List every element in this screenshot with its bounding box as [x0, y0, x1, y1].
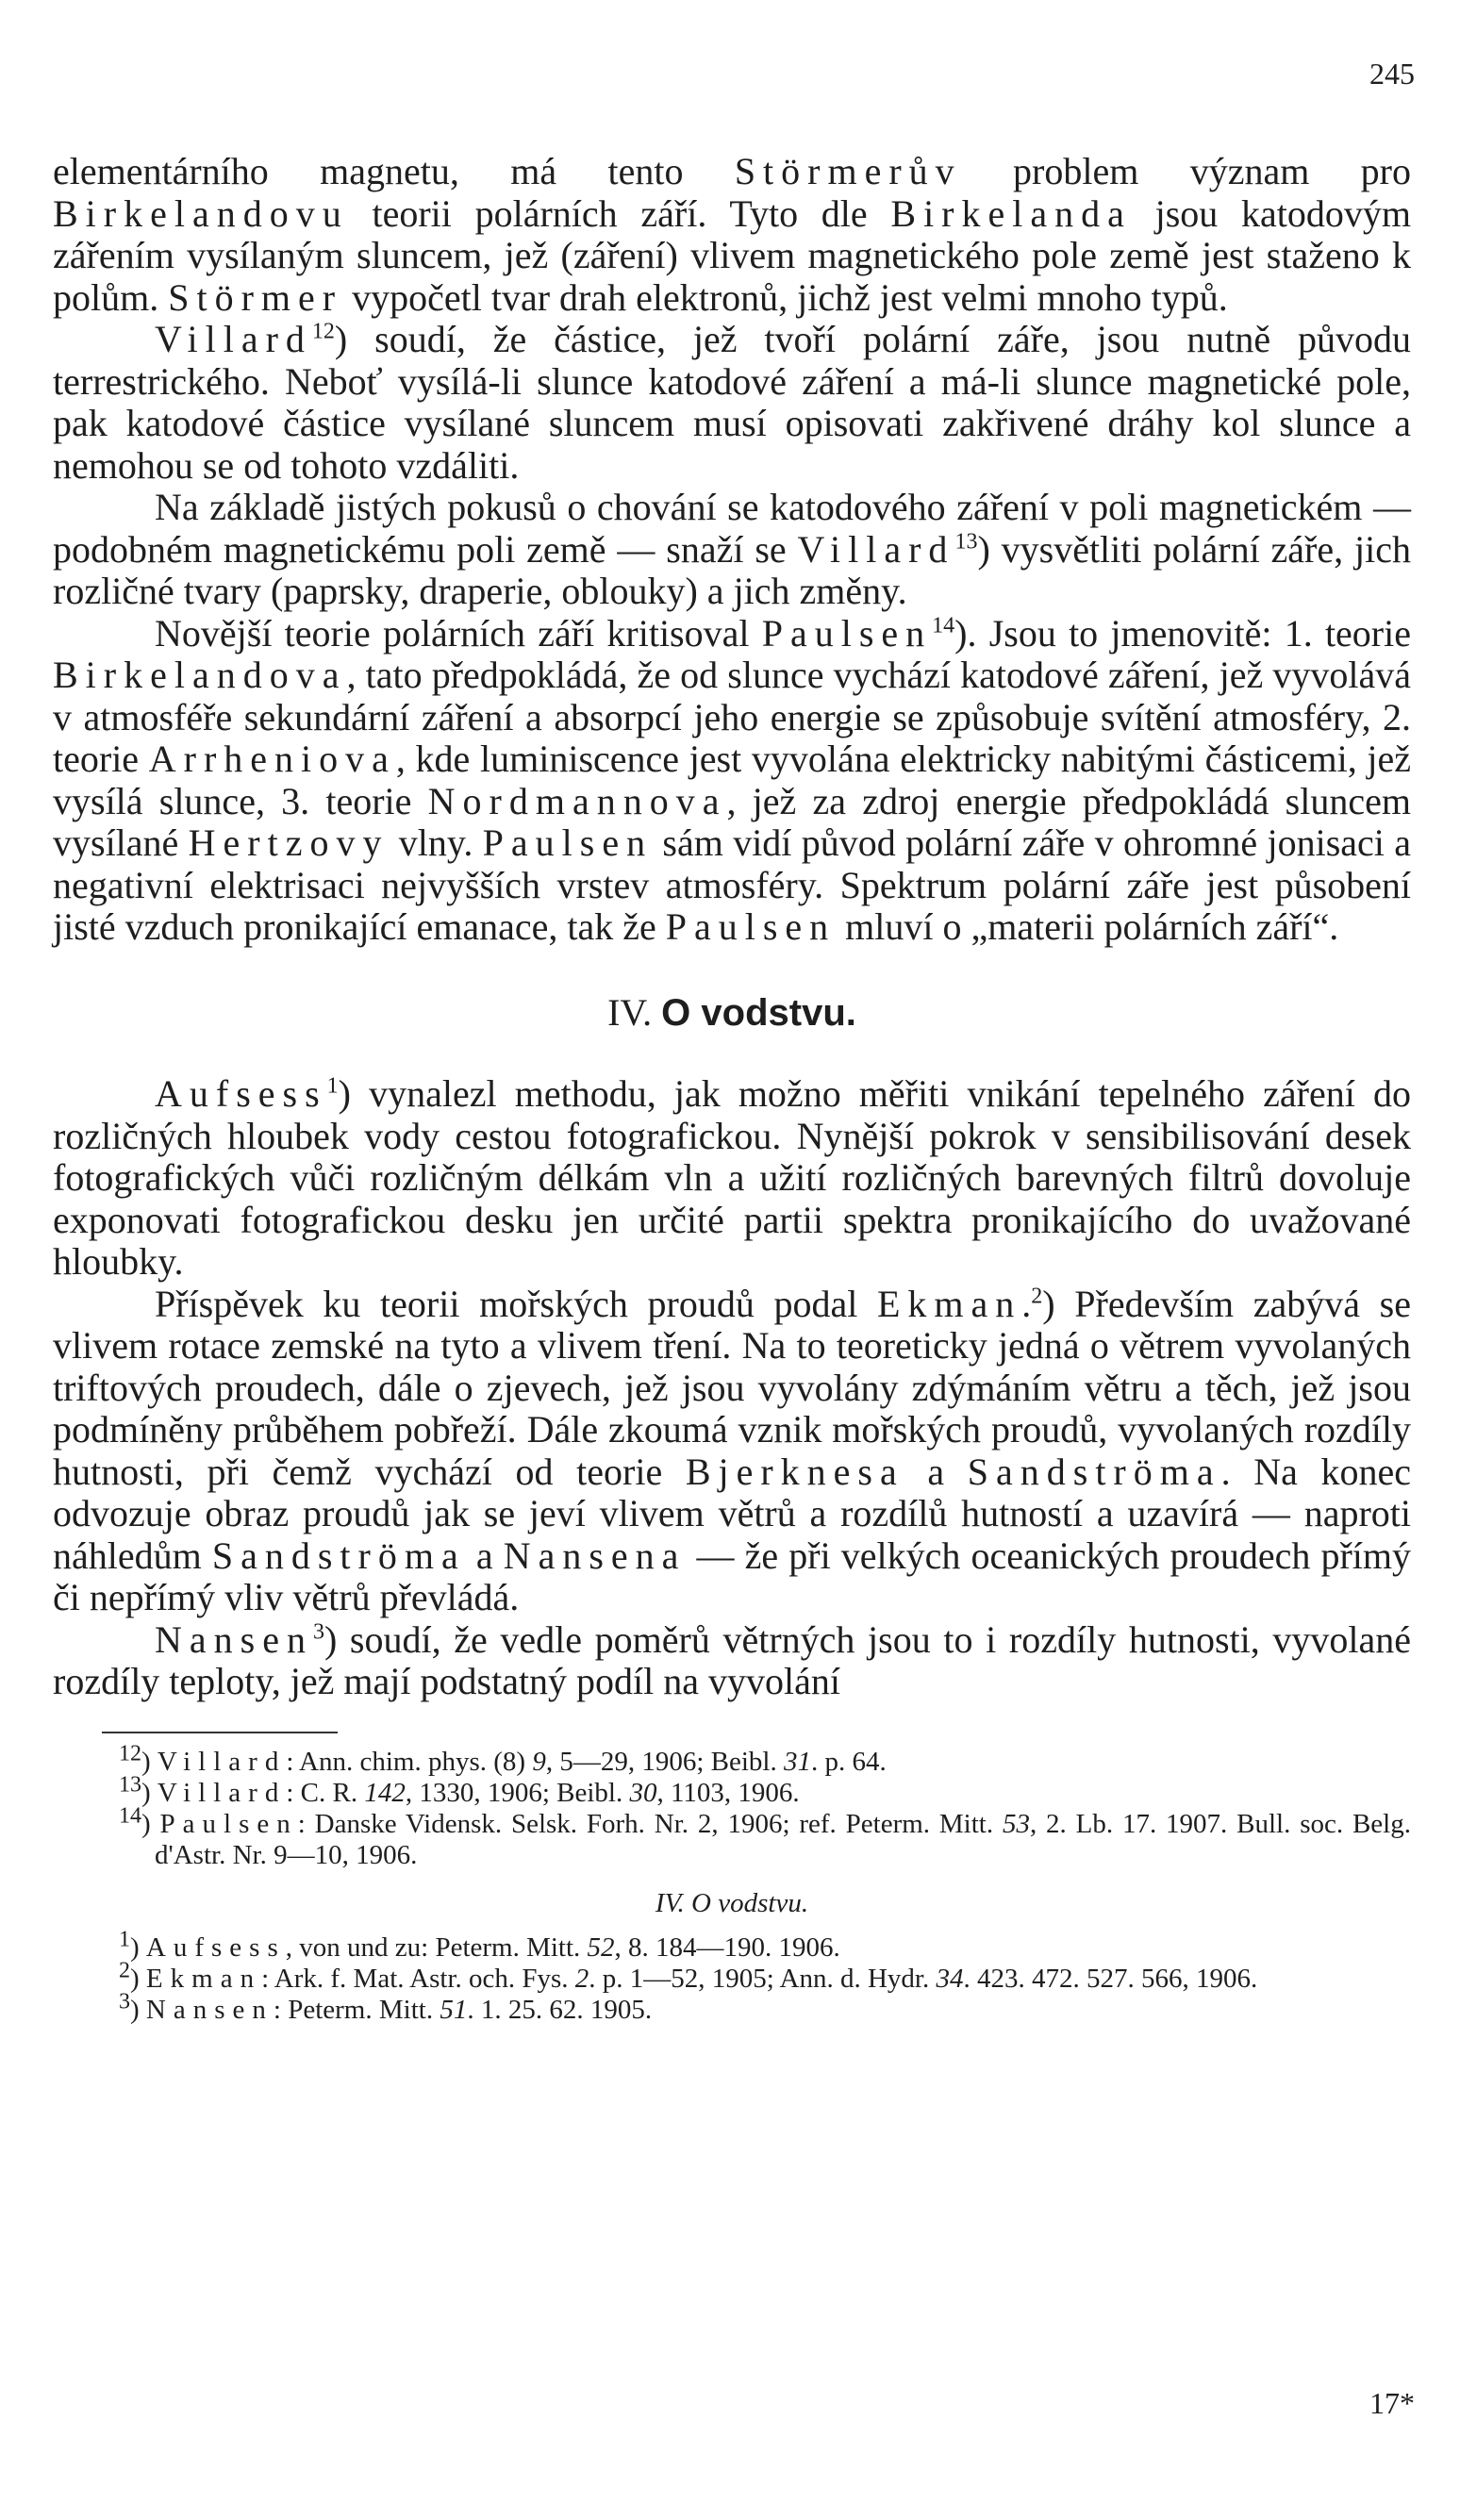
- paragraph: elementárního magnetu, má tento Störmerův problem význam pro Birkelandovu teorii polárních září. Tyto dle Birkelanda jsou katodovým zářením vysílaným sluncem, jež (záření) vlivem magnetického pole země jest staženo k polům. Störmer vypočetl tvar drah elektronů, jichž jest velmi mnoho typů.: [53, 150, 1412, 319]
- footnote-divider: [102, 1732, 338, 1733]
- paragraph: Na základě jistých pokusů o chování se katodového záření v poli magnetickém — podobném magnetickému poli země — snaží se Villard$^{13}$) vysvětliti polární záře, jich rozličné tvary (paprsky, draperie, oblouky) a jich změny.: [53, 486, 1411, 612]
- section-heading: IV. O vodstvu.: [607, 990, 856, 1034]
- page-number: 245: [1369, 57, 1415, 91]
- paragraph: Příspěvek ku teorii mořských proudů podal Ekman.$^2$) Především zabývá se vlivem rotace zemské na tyto a vlivem tření. Na to teoreticky jedná o větrem vyvolaných triftových proudech, dále o zjevech, jež jsou vyvolány zdýmáním větru a těch, jež jsou podmíněny průběhem pobřeží. Dále zkoumá vznik mořských proudů, vyvolaných rozdíly hutnosti, při čemž vychází od teorie Bjerknesa a Sandströma. Na konec odvozuje obraz proudů jak se jeví vlivem větrů a rozdílů hutností a uzavírá — naproti náhledům Sandströma a Nansena — že při velkých oceanických proudech přímý či nepřímý vliv větrů převládá.: [53, 1282, 1411, 1618]
- main-text: [53, 151, 1411, 2026]
- signature-mark: 17*: [1369, 2386, 1415, 2420]
- footnote: $^1$) Aufsess, von und zu: Peterm. Mitt. 52, 8. 184—190. 1906.: [119, 1926, 840, 1963]
- paragraph: Villard$^{12}$) soudí, že částice, jež tvoří polární záře, jsou nutně původu terrestrického. Neboť vysílá-li slunce katodové záření a má-li slunce magnetické pole, pak katodové částice vysílané sluncem musí opisovati zakřivené dráhy kol slunce a nemohou se od tohoto vzdáliti.: [53, 318, 1411, 487]
- footnote-section-heading: IV. O vodstvu.: [655, 1887, 809, 1918]
- footnote: $^{13}$) Villard: C. R. 142, 1330, 1906; Beibl. 30, 1103, 1906.: [119, 1771, 800, 1808]
- paragraph: Nansen$^3$) soudí, že vedle poměrů větrných jsou to i rozdíly hutnosti, vyvolané rozdíly teploty, jež mají podstatný podíl na vyvolání: [53, 1617, 1411, 1702]
- footnotes: [53, 1740, 1411, 2026]
- footnote: $^3$) Nansen: Peterm. Mitt. 51. 1. 25. 62. 1905.: [119, 1988, 653, 2025]
- footnote: $^{12}$) Villard: Ann. chim. phys. (8) 9, 5—29, 1906; Beibl. 31. p. 64.: [119, 1740, 887, 1777]
- footnote: $^2$) Ekman: Ark. f. Mat. Astr. och. Fys. 2. p. 1—52, 1905; Ann. d. Hydr. 34. 423. 472. 527. 566, 1906.: [119, 1957, 1258, 1994]
- footnote: $^{14}$) Paulsen: Danske Vidensk. Selsk. Forh. Nr. 2, 1906; ref. Peterm. Mitt. 53, 2. Lb. 17. 1907. Bull. soc. Belg. d'Astr. Nr. 9—10, 1906.: [119, 1802, 1411, 1870]
- paragraph: Aufsess$^1$) vynalezl methodu, jak možno měřiti vnikání tepelného záření do rozličných hloubek vody cestou fotografickou. Nynější pokrok v sensibilisování desek fotografických vůči rozličným délkám vln a užití rozličných barevných filtrů dovoluje exponovati fotografickou desku jen určité partii spektra pronikajícího do uvažované hloubky.: [53, 1072, 1411, 1283]
- paragraph: Novější teorie polárních září kritisoval Paulsen$^{14}$). Jsou to jmenovitě: 1. teorie Birkelandova, tato předpokládá, že od slunce vychází katodové záření, jež vyvolává v atmosféře sekundární záření a absorpcí jeho energie se způsobuje svítění atmosféry, 2. teorie Arrheniova, kde luminiscence jest vyvolána elektricky nabitými částicemi, jež vysílá slunce, 3. teorie Nordmannova, jež za zdroj energie předpokládá sluncem vysílané Hertzovy vlny. Paulsen sám vidí původ polární záře v ohromné jonisaci a negativní elektrisaci nejvyšších vrstev atmosféry. Spektrum polární záře jest působení jisté vzduch pronikající emanace, tak že Paulsen mluví o „materii polárních září“.: [53, 611, 1411, 948]
